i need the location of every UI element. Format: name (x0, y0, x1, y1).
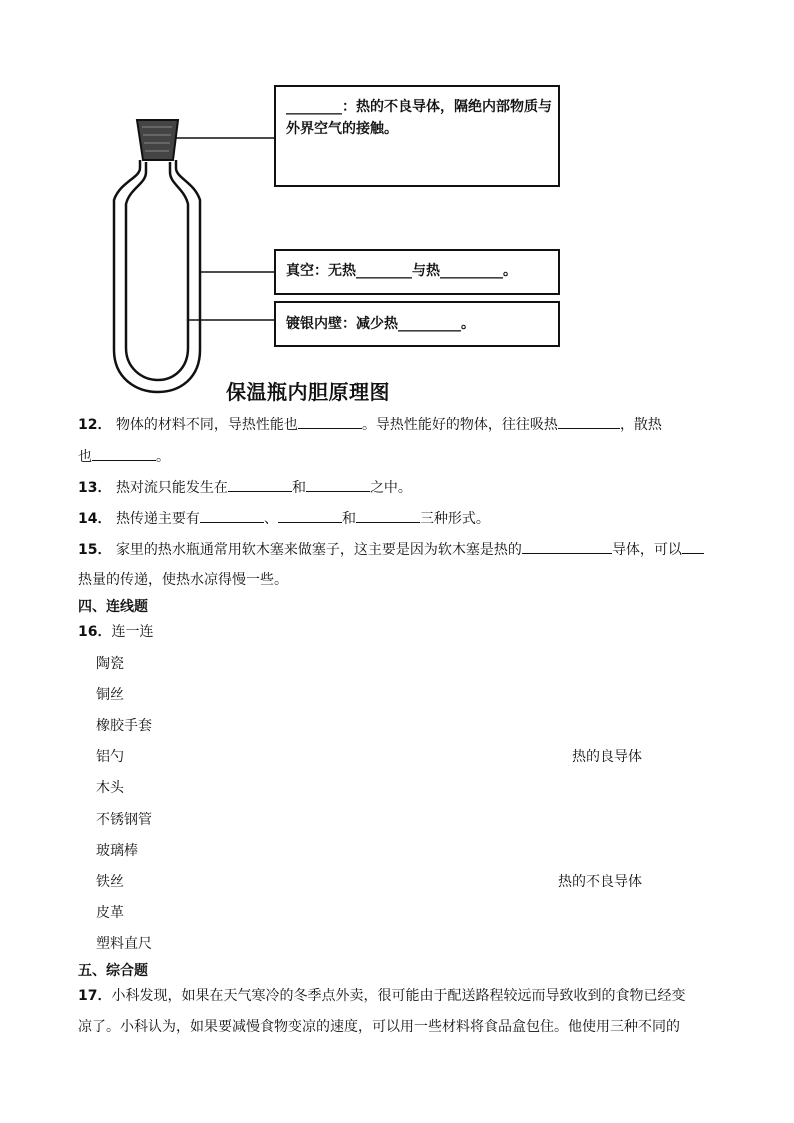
text-segment: 连一连 (111, 624, 154, 640)
text-segment: 、 (263, 511, 278, 527)
match-item-left[interactable]: 橡胶手套 (96, 718, 152, 734)
answer-blank[interactable] (228, 477, 292, 492)
text-segment: 。 (156, 449, 170, 465)
question-12-line2 (78, 446, 170, 467)
text-segment: 。导热性能好的物体，往往吸热 (361, 417, 558, 433)
question-17-line1 (78, 986, 685, 1006)
text-segment: 小科发现，如果在天气寒冷的冬季点外卖，很可能由于配送路程较远而导致收到的食物已经变 (111, 988, 686, 1004)
thermos-diagram (100, 82, 570, 402)
match-item-left[interactable]: 皮革 (96, 905, 124, 921)
question-12-line1 (78, 414, 662, 435)
question-number: 13． (78, 480, 112, 496)
answer-blank[interactable] (200, 508, 264, 523)
text-segment: 之中。 (369, 480, 412, 496)
cork-stopper (137, 120, 178, 160)
text-segment: 物体的材料不同，导热性能也 (115, 417, 298, 433)
section-5-title: 五、综合题 (78, 963, 148, 979)
answer-blank[interactable] (356, 508, 420, 523)
match-item-left[interactable]: 不锈钢管 (96, 812, 152, 828)
question-14 (78, 508, 490, 529)
inner-wall (126, 162, 188, 380)
box3-label: 镀银内壁：减少热_________。 (286, 316, 475, 332)
text-segment: 家里的热水瓶通常用软木塞来做塞子，这主要是因为软木塞是热的 (115, 542, 522, 558)
answer-blank[interactable] (298, 414, 362, 429)
question-number: 17． (78, 988, 112, 1004)
answer-blank[interactable] (558, 414, 620, 429)
answer-blank[interactable] (522, 539, 612, 554)
diagram-caption: 保温瓶内胆原理图 (226, 380, 390, 404)
text-segment: 和 (291, 480, 306, 496)
text-segment: 导体，可以 (611, 542, 682, 558)
question-number: 15． (78, 542, 112, 558)
question-number: 14． (78, 511, 112, 527)
text-segment: 三种形式。 (419, 511, 490, 527)
question-13 (78, 477, 412, 498)
text-segment: ，散热 (619, 417, 662, 433)
match-item-left[interactable]: 铝勺 (96, 749, 124, 765)
text-segment: 热对流只能发生在 (115, 480, 228, 496)
question-16 (78, 622, 153, 642)
answer-blank[interactable] (306, 477, 370, 492)
match-item-left[interactable]: 铜丝 (96, 687, 124, 703)
question-15-line2: 热量的传递，使热水凉得慢一些。 (78, 572, 288, 588)
box2-label: 真空：无热________与热_________。 (286, 263, 517, 279)
box1-label: ________：热的不良导体，隔绝内部物质与外界空气的接触。 (286, 99, 552, 137)
question-17-line2: 凉了。小科认为，如果要减慢食物变凉的速度，可以用一些材料将食品盒包住。他使用三种不同的 (78, 1019, 680, 1035)
answer-blank[interactable] (278, 508, 342, 523)
question-number: 16． (78, 624, 112, 640)
question-number: 12． (78, 417, 112, 433)
text-segment: 也 (78, 449, 92, 465)
match-item-right-poor-conductor[interactable]: 热的不良导体 (558, 874, 642, 890)
question-15-line1 (78, 539, 704, 560)
match-item-left[interactable]: 陶瓷 (96, 656, 124, 672)
match-item-left[interactable]: 塑料直尺 (96, 936, 152, 952)
match-item-left[interactable]: 木头 (96, 780, 124, 796)
text-segment: 和 (341, 511, 356, 527)
match-item-left[interactable]: 玻璃棒 (96, 843, 138, 859)
match-item-right-good-conductor[interactable]: 热的良导体 (572, 749, 642, 765)
text-segment: 热传递主要有 (115, 511, 200, 527)
answer-blank[interactable] (682, 539, 704, 554)
match-item-left[interactable]: 铁丝 (96, 874, 124, 890)
answer-blank[interactable] (92, 446, 156, 461)
section-4-title: 四、连线题 (78, 599, 148, 615)
